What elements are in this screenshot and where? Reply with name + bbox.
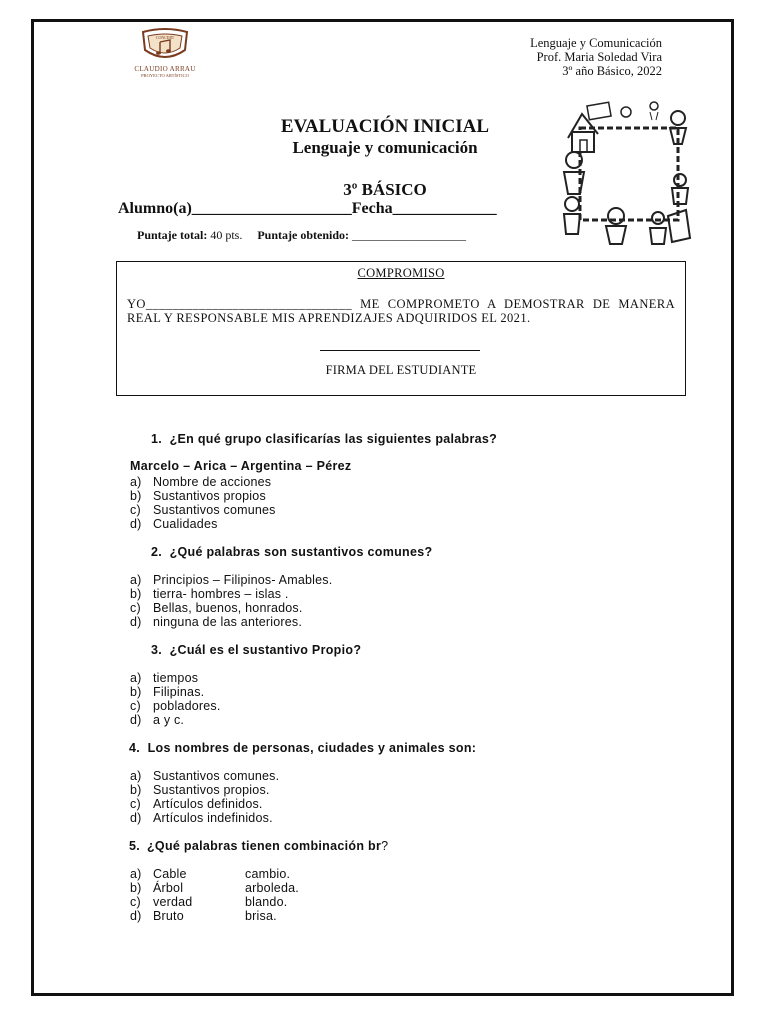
question-5-text: ¿Qué palabras tienen combinación br: [146, 839, 382, 853]
question-1-option-c[interactable]: c) Sustantivos comunes: [130, 503, 276, 517]
logo-name: CLAUDIO ARRAU: [134, 65, 196, 73]
question-2-title: [151, 545, 432, 559]
question-5-text-end: ?: [381, 839, 389, 853]
page-title: EVALUACIÓN INICIAL: [280, 116, 490, 137]
grade-label: 3º BÁSICO: [343, 180, 427, 199]
question-3-number: 3.: [151, 643, 163, 657]
title-block: [170, 116, 600, 158]
score-obtained-label: Puntaje obtenido:: [257, 228, 350, 242]
question-4-number: 4.: [129, 741, 141, 755]
question-3-title: [151, 643, 361, 657]
question-3-option-b[interactable]: b) Filipinas.: [130, 685, 205, 699]
question-1-prompt: Marcelo – Arica – Argentina – Pérez: [130, 459, 352, 473]
question-4-title: [129, 741, 476, 755]
question-4-option-b[interactable]: b) Sustantivos propios.: [130, 783, 270, 797]
score-obtained-blank: ___________________: [352, 228, 467, 242]
commitment-box: [116, 261, 686, 396]
school-crest-icon: [139, 28, 191, 64]
question-4-option-a[interactable]: a) Sustantivos comunes.: [130, 769, 280, 783]
question-1-option-d[interactable]: d) Cualidades: [130, 517, 218, 531]
signature-label: FIRMA DEL ESTUDIANTE: [325, 363, 477, 377]
logo-top-text: CONCERT: [155, 35, 175, 40]
question-5-title: [129, 839, 388, 853]
question-1-title: [151, 432, 497, 446]
score-line: [137, 228, 466, 243]
logo-subtitle: PROYECTO ARTÍSTICO: [141, 73, 189, 78]
question-5-option-b[interactable]: b) Árbol arboleda.: [130, 881, 299, 895]
question-3-option-c[interactable]: c) pobladores.: [130, 699, 221, 713]
question-2-option-b[interactable]: b) tierra- hombres – islas .: [130, 587, 289, 601]
commitment-text: YO_______________________________ ME COMPROMETO A DEMOSTRAR DE MANERA REAL Y RESPONSABLE MIS APRENDIZAJES ADQUIRIDOS EL 2021.: [127, 297, 675, 325]
question-5-option-c[interactable]: c) verdad blando.: [130, 895, 288, 909]
question-2-option-a[interactable]: a) Principios – Filipinos- Amables.: [130, 573, 333, 587]
question-4-option-c[interactable]: c) Artículos definidos.: [130, 797, 263, 811]
school-logo: [128, 28, 202, 78]
score-total-value: 40 pts.: [210, 228, 243, 242]
question-1-option-b[interactable]: b) Sustantivos propios: [130, 489, 266, 503]
question-2-option-c[interactable]: c) Bellas, buenos, honrados.: [130, 601, 303, 615]
question-3-text: ¿Cuál es el sustantivo Propio?: [169, 643, 362, 657]
question-2-number: 2.: [151, 545, 163, 559]
question-5-option-d[interactable]: d) Bruto brisa.: [130, 909, 277, 923]
question-4-text: Los nombres de personas, ciudades y animales son:: [147, 741, 477, 755]
subject-line: Lenguaje y Comunicación: [530, 36, 662, 50]
question-4-option-d[interactable]: d) Artículos indefinidos.: [130, 811, 273, 825]
question-3-option-a[interactable]: a) tiempos: [130, 671, 199, 685]
question-1-number: 1.: [151, 432, 163, 446]
question-1-option-a[interactable]: a) Nombre de acciones: [130, 475, 272, 489]
commitment-title: COMPROMISO: [357, 266, 445, 280]
page-subtitle: Lenguaje y comunicación: [292, 138, 478, 157]
student-date-line: Alumno(a)____________________Fecha_____________: [118, 200, 497, 217]
question-5-option-a[interactable]: a) Cable cambio.: [130, 867, 291, 881]
question-3-option-d[interactable]: d) a y c.: [130, 713, 185, 727]
question-2-option-d[interactable]: d) ninguna de las anteriores.: [130, 615, 303, 629]
question-5-number: 5.: [129, 839, 141, 853]
header-info: [530, 36, 662, 78]
question-2-text: ¿Qué palabras son sustantivos comunes?: [169, 545, 433, 559]
teacher-line: Prof. Maria Soledad Vira: [536, 50, 662, 64]
question-1-text: ¿En qué grupo clasificarías las siguientes palabras?: [169, 432, 498, 446]
kids-frame-illustration: [558, 98, 694, 246]
score-total-label: Puntaje total:: [137, 228, 208, 242]
course-year-line: 3º año Básico, 2022: [562, 64, 662, 78]
signature-line: [320, 350, 480, 351]
